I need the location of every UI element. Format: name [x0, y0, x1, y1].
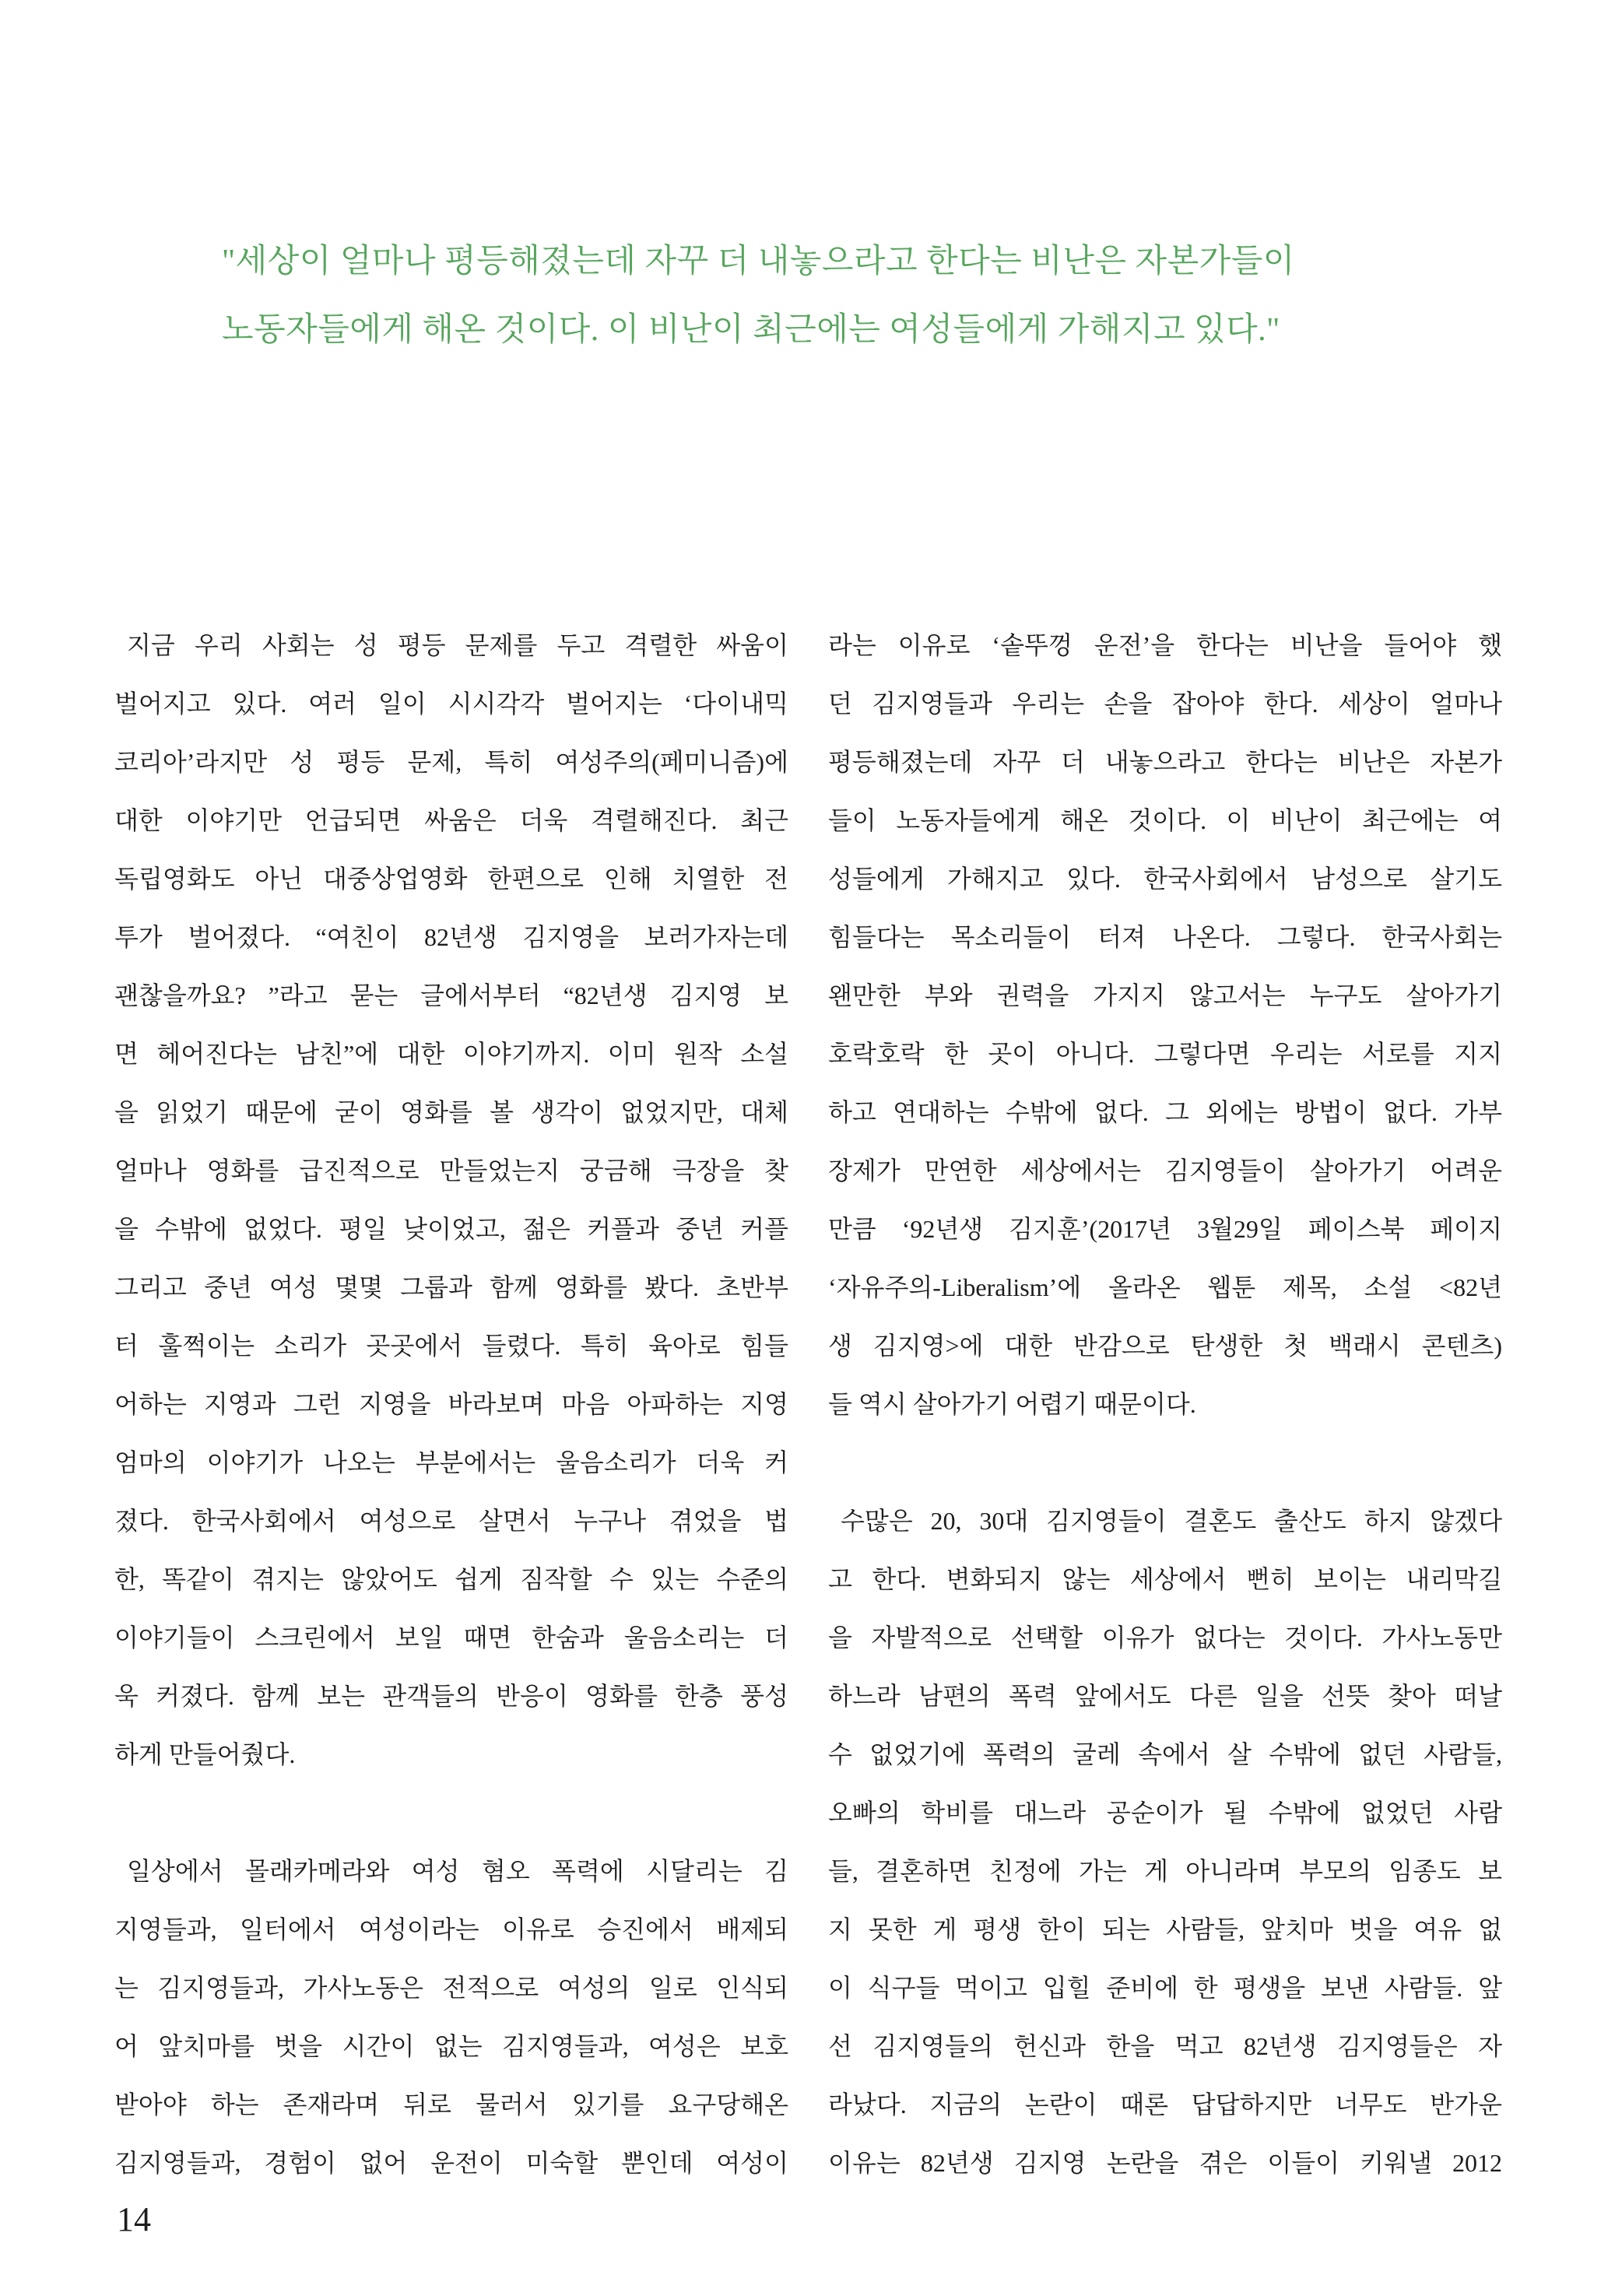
- text-line: 만큼 ‘92년생 김지훈’(2017년 3월29일 페이스북 페이지: [828, 1215, 1502, 1243]
- text-line: 이 식구들 먹이고 입힐 준비에 한 평생을 보낸 사람들. 앞: [828, 1974, 1502, 2002]
- text-line: 수 없었기에 폭력의 굴레 속에서 살 수밖에 없던 사람들,: [828, 1740, 1502, 1768]
- text-line: 힘들다는 목소리들이 터져 나온다. 그렇다. 한국사회는: [828, 923, 1502, 951]
- text-line: 어하는 지영과 그런 지영을 바라보며 마음 아파하는 지영: [114, 1390, 788, 1418]
- text-line: 수많은 20, 30대 김지영들이 결혼도 출산도 하지 않겠다: [841, 1507, 1502, 1535]
- text-line: 오빠의 학비를 대느라 공순이가 될 수밖에 없었던 사람: [828, 1799, 1502, 1827]
- text-line: 하고 연대하는 수밖에 없다. 그 외에는 방법이 없다. 가부: [828, 1098, 1502, 1126]
- text-line: 투가 벌어졌다. “여친이 82년생 김지영을 보러가자는데: [114, 923, 788, 951]
- text-line: 그리고 중년 여성 몇몇 그룹과 함께 영화를 봤다. 초반부: [114, 1273, 788, 1301]
- text-line: 라는 이유로 ‘솥뚜껑 운전’을 한다는 비난을 들어야 했: [828, 631, 1502, 659]
- text-line: 라났다. 지금의 논란이 때론 답답하지만 너무도 반가운: [828, 2091, 1502, 2119]
- text-line: 을 수밖에 없었다. 평일 낮이었고, 젊은 커플과 중년 커플: [114, 1215, 788, 1243]
- text-line: 어 앞치마를 벗을 시간이 없는 김지영들과, 여성은 보호: [114, 2032, 788, 2060]
- text-line: 는 김지영들과, 가사노동은 전적으로 여성의 일로 인식되: [114, 1974, 788, 2002]
- text-line: 한, 똑같이 겪지는 않았어도 쉽게 짐작할 수 있는 수준의: [114, 1565, 788, 1593]
- text-line: 대한 이야기만 언급되면 싸움은 더욱 격렬해진다. 최근: [114, 806, 788, 834]
- text-line: 코리아’라지만 성 평등 문제, 특히 여성주의(페미니즘)에: [114, 748, 788, 776]
- paragraph: [114, 616, 788, 1784]
- text-line: 던 김지영들과 우리는 손을 잡아야 한다. 세상이 얼마나: [828, 690, 1502, 718]
- text-line: 선 김지영들의 헌신과 한을 먹고 82년생 김지영들은 자: [828, 2032, 1502, 2060]
- text-line: 벌어지고 있다. 여러 일이 시시각각 벌어지는 ‘다이내믹: [114, 690, 788, 718]
- text-line: 독립영화도 아닌 대중상업영화 한편으로 인해 치열한 전: [114, 865, 788, 893]
- text-line: 김지영들과, 경험이 없어 운전이 미숙할 뿐인데 여성이: [114, 2149, 788, 2177]
- text-line: 졌다. 한국사회에서 여성으로 살면서 누구나 겪었을 법: [114, 1507, 788, 1535]
- text-line: 괜찮을까요? ”라고 묻는 글에서부터 “82년생 김지영 보: [114, 981, 788, 1009]
- text-line: 장제가 만연한 세상에서는 김지영들이 살아가기 어려운: [828, 1157, 1502, 1185]
- paragraph: [828, 1492, 1502, 2192]
- text-line: 고 한다. 변화되지 않는 세상에서 뻔히 보이는 내리막길: [828, 1565, 1502, 1593]
- text-line: 들 역시 살아가기 어렵기 때문이다.: [828, 1390, 1196, 1418]
- text-line: 왠만한 부와 권력을 가지지 않고서는 누구도 살아가기: [828, 981, 1502, 1009]
- text-line: 얼마나 영화를 급진적으로 만들었는지 궁금해 극장을 찾: [114, 1157, 788, 1185]
- page-number: 14: [117, 2200, 151, 2238]
- text-line: 이유는 82년생 김지영 논란을 겪은 이들이 키워낼 2012: [828, 2149, 1502, 2177]
- text-line: 을 읽었기 때문에 굳이 영화를 볼 생각이 없었지만, 대체: [114, 1098, 788, 1126]
- text-line: 지영들과, 일터에서 여성이라는 이유로 승진에서 배제되: [114, 1915, 788, 1943]
- text-line: 하느라 남편의 폭력 앞에서도 다른 일을 선뜻 찾아 떠날: [828, 1682, 1502, 1710]
- text-line: 엄마의 이야기가 나오는 부분에서는 울음소리가 더욱 커: [114, 1448, 788, 1476]
- text-line: 호락호락 한 곳이 아니다. 그렇다면 우리는 서로를 지지: [828, 1040, 1502, 1068]
- text-line: 면 헤어진다는 남친”에 대한 이야기까지. 이미 원작 소설: [114, 1040, 788, 1068]
- article-body: [114, 616, 1502, 2192]
- pull-quote-line-2: 노동자들에게 해온 것이다. 이 비난이 최근에는 여성들에게 가해지고 있다.": [222, 312, 1280, 348]
- text-line: 일상에서 몰래카메라와 여성 혐오 폭력에 시달리는 김: [127, 1857, 788, 1885]
- text-line: 생 김지영>에 대한 반감으로 탄생한 첫 백래시 콘텐츠): [828, 1332, 1502, 1360]
- text-line: 터 훌쩍이는 소리가 곳곳에서 들렸다. 특히 육아로 힘들: [114, 1332, 788, 1360]
- paragraph: [114, 1842, 788, 2192]
- left-column: [114, 616, 788, 2192]
- text-line: 평등해졌는데 자꾸 더 내놓으라고 한다는 비난은 자본가: [828, 748, 1502, 776]
- text-line: 성들에게 가해지고 있다. 한국사회에서 남성으로 살기도: [828, 865, 1502, 893]
- pull-quote: [222, 227, 1436, 364]
- text-line: 들이 노동자들에게 해온 것이다. 이 비난이 최근에는 여: [828, 806, 1502, 834]
- text-line: 지금 우리 사회는 성 평등 문제를 두고 격렬한 싸움이: [127, 631, 788, 659]
- paragraph: [828, 616, 1502, 1434]
- text-line: ‘자유주의-Liberalism’에 올라온 웹툰 제목, 소설 <82년: [828, 1273, 1502, 1301]
- right-column: [828, 616, 1502, 2192]
- text-line: 받아야 하는 존재라며 뒤로 물러서 있기를 요구당해온: [114, 2091, 788, 2119]
- text-line: 이야기들이 스크린에서 보일 때면 한숨과 울음소리는 더: [114, 1624, 788, 1652]
- text-line: 지 못한 게 평생 한이 되는 사람들, 앞치마 벗을 여유 없: [828, 1915, 1502, 1943]
- text-line: 하게 만들어줬다.: [114, 1740, 296, 1768]
- text-line: 욱 커졌다. 함께 보는 관객들의 반응이 영화를 한층 풍성: [114, 1682, 788, 1710]
- text-line: 들, 결혼하면 친정에 가는 게 아니라며 부모의 임종도 보: [828, 1857, 1502, 1885]
- pull-quote-line-1: "세상이 얼마나 평등해졌는데 자꾸 더 내놓으라고 한다는 비난은 자본가들이: [222, 244, 1295, 279]
- text-line: 을 자발적으로 선택할 이유가 없다는 것이다. 가사노동만: [828, 1624, 1502, 1652]
